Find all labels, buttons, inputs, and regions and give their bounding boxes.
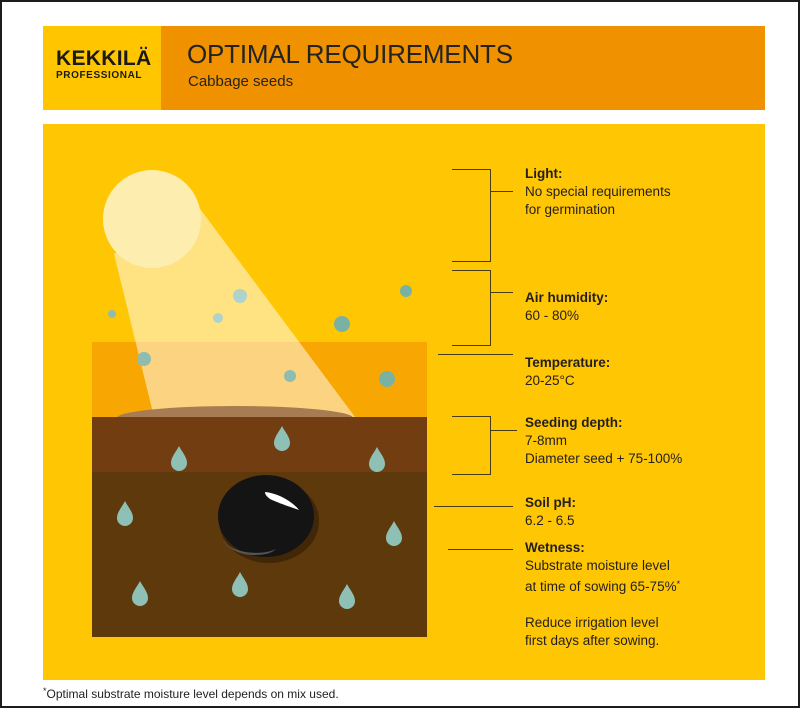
bubble-icon — [233, 289, 247, 303]
seed-body — [218, 475, 314, 557]
requirement-line: 20-25°C — [525, 373, 575, 388]
tick-seeding-depth — [490, 430, 517, 431]
line-temperature — [438, 354, 513, 355]
bubble-icon — [334, 316, 350, 332]
sun-icon — [103, 170, 201, 268]
requirement-air-humidity — [525, 289, 608, 325]
page-title: OPTIMAL REQUIREMENTS — [187, 39, 513, 69]
footnote-text: Optimal substrate moisture level depends on mix used. — [46, 687, 339, 701]
bubble-icon — [379, 371, 395, 387]
requirement-note-line: Reduce irrigation level — [525, 615, 659, 630]
brand-logo — [43, 26, 161, 110]
requirement-soil-ph — [525, 494, 576, 530]
requirement-wetness — [525, 539, 680, 650]
brand-name: KEKKILÄ — [56, 47, 152, 70]
requirement-line: 6.2 - 6.5 — [525, 513, 575, 528]
footnote — [43, 686, 339, 701]
bubble-icon — [137, 352, 151, 366]
page-subtitle: Cabbage seeds — [188, 73, 294, 90]
bracket-air-humidity — [452, 270, 491, 346]
requirement-line: Substrate moisture level — [525, 558, 670, 573]
requirement-label: Air humidity: — [525, 290, 609, 305]
bubble-icon — [213, 313, 223, 323]
requirement-label: Seeding depth: — [525, 415, 623, 430]
requirement-label: Temperature: — [525, 355, 611, 370]
tick-light — [490, 191, 513, 192]
requirement-light — [525, 165, 671, 219]
tick-air-humidity — [490, 292, 513, 293]
requirement-line: 7-8mm — [525, 433, 568, 448]
bubble-icon — [400, 285, 412, 297]
header-band — [161, 26, 765, 110]
line-wetness — [448, 549, 513, 550]
footnote-marker: * — [676, 579, 681, 589]
requirement-seeding-depth — [525, 414, 682, 468]
requirement-line-text: at time of sowing 65-75% — [525, 579, 677, 594]
requirement-line: 60 - 80% — [525, 308, 580, 323]
bubble-icon — [284, 370, 296, 382]
requirement-line: for germination — [525, 202, 616, 217]
bracket-light — [452, 169, 491, 262]
spacer — [525, 596, 680, 614]
requirement-label: Wetness: — [525, 540, 585, 555]
requirement-label: Soil pH: — [525, 495, 576, 510]
requirement-line — [525, 575, 680, 596]
requirement-temperature — [525, 354, 610, 390]
footnote-marker: * — [43, 686, 47, 696]
bubble-icon — [108, 310, 116, 318]
bracket-seeding-depth — [452, 416, 491, 475]
line-soil-ph — [434, 506, 513, 507]
requirement-note-line: first days after sowing. — [525, 633, 660, 648]
requirement-label: Light: — [525, 166, 563, 181]
requirement-line: No special requirements — [525, 184, 671, 199]
brand-tagline: PROFESSIONAL — [56, 70, 143, 81]
requirement-line: Diameter seed + 75-100% — [525, 451, 683, 466]
